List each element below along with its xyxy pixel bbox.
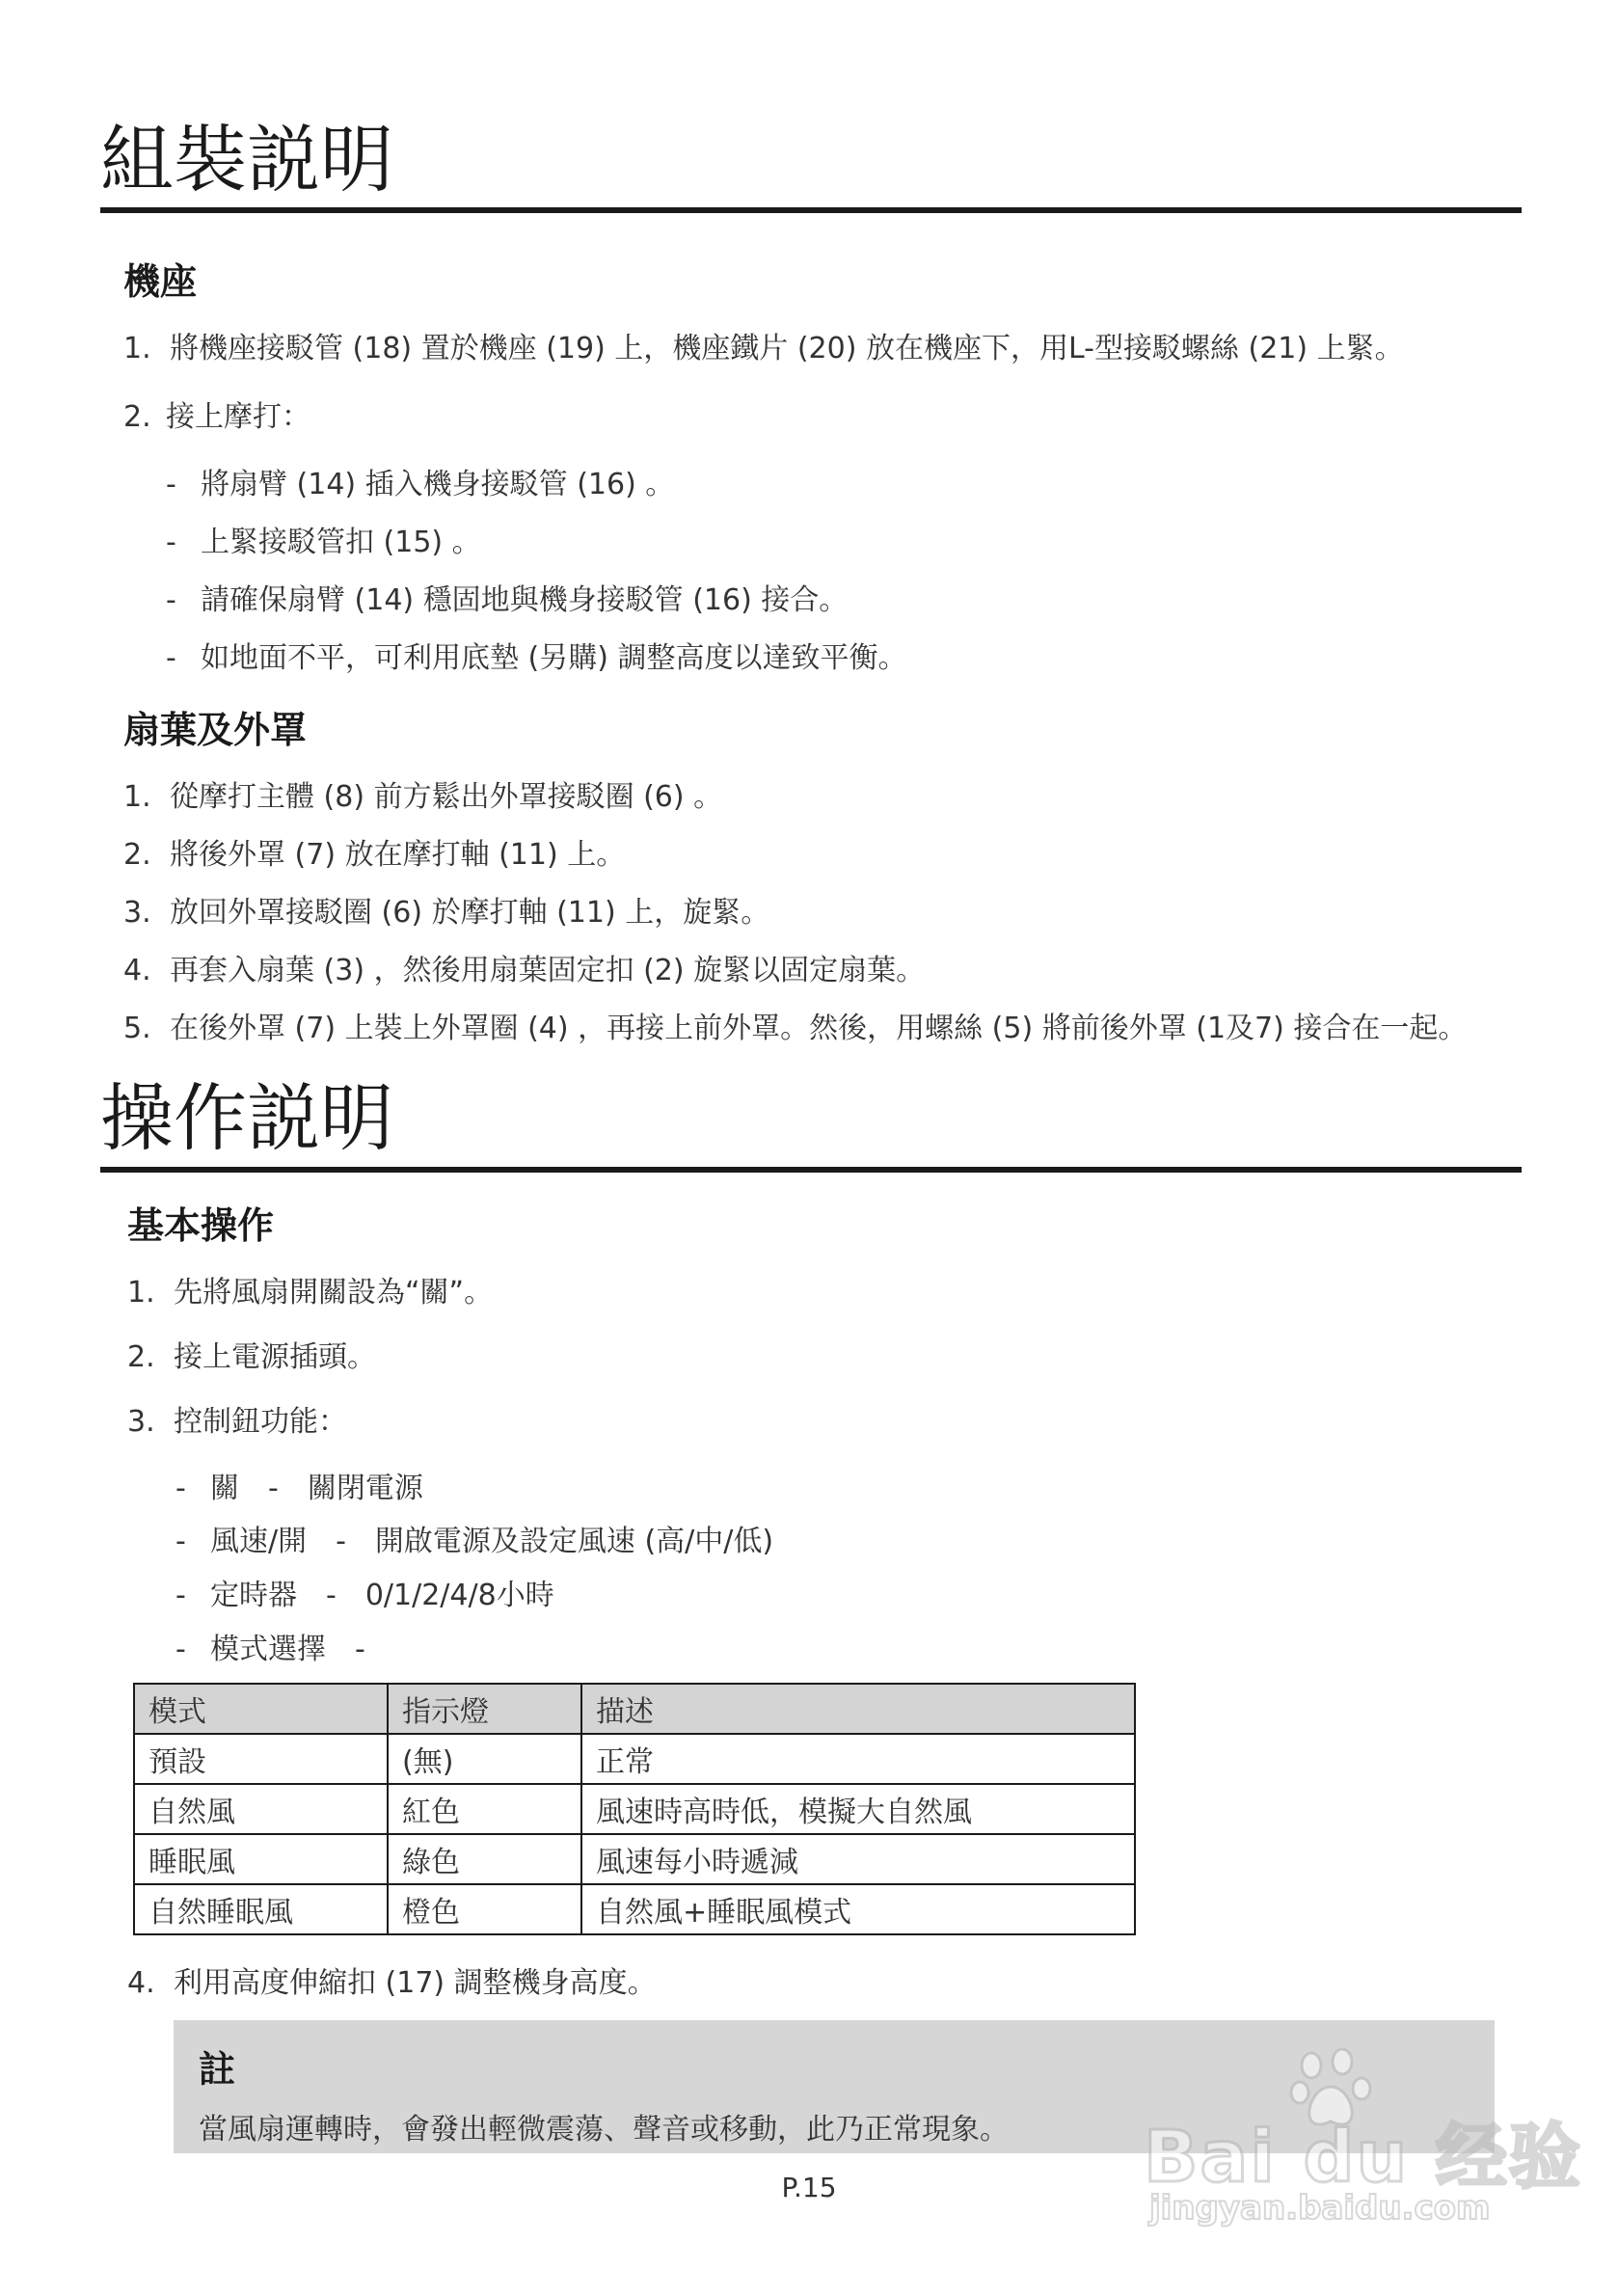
dash-marker: - — [175, 1525, 186, 1558]
cell-mode: 預設 — [134, 1734, 388, 1784]
dash-marker: - — [175, 1579, 186, 1612]
control-text: 關 - 關閉電源 — [210, 1472, 423, 1505]
baidu-watermark — [1144, 2044, 1582, 2237]
cell-description: 風速時高時低，模擬大自然風 — [581, 1784, 1135, 1834]
assembly-title: 組裝説明 — [100, 117, 393, 203]
dash-marker: - — [166, 583, 176, 617]
step-text: 在後外罩 (7) 上裝上外罩圈 (4) ，再接上前外罩。然後，用螺絲 (5) 將前後外罩 (1及7) 接合在一起。 — [170, 1012, 1468, 1045]
basic-step-2 — [127, 1340, 376, 1374]
base-heading: 機座 — [123, 260, 198, 303]
mode-table — [133, 1683, 1136, 1935]
step-text: 再套入扇葉 (3) ，然後用扇葉固定扣 (2) 旋緊以固定扇葉。 — [170, 954, 926, 987]
blades-step-2 — [123, 838, 626, 872]
blades-step-1 — [123, 780, 723, 814]
control-item-mode — [175, 1635, 365, 1664]
base-substep-4 — [166, 641, 907, 675]
basic-step-1 — [127, 1276, 494, 1310]
step-text: 放回外罩接駁圈 (6) 於摩打軸 (11) 上，旋緊。 — [170, 896, 770, 930]
step-text: 利用高度伸縮扣 (17) 調整機身高度。 — [174, 1966, 657, 2000]
operation-title: 操作説明 — [100, 1075, 393, 1161]
control-text: 模式選擇 - — [210, 1633, 365, 1666]
substep-text: 如地面不平，可利用底墊 (另購) 調整高度以達致平衡。 — [201, 641, 907, 675]
cell-description: 風速每小時遞減 — [581, 1834, 1135, 1884]
step-text: 將後外罩 (7) 放在摩打軸 (11) 上。 — [170, 838, 626, 872]
control-item-off — [175, 1474, 423, 1503]
basic-step-3 — [127, 1405, 347, 1439]
step-text: 接上電源插頭。 — [174, 1340, 376, 1374]
step-number: 3. — [123, 896, 151, 930]
base-substep-1 — [166, 468, 675, 501]
dash-marker: - — [166, 526, 176, 559]
step-number: 1. — [123, 332, 151, 365]
cell-mode: 自然風 — [134, 1784, 388, 1834]
header-mode: 模式 — [134, 1684, 388, 1734]
cell-indicator: 綠色 — [388, 1834, 581, 1884]
blades-step-5 — [123, 1014, 1467, 1043]
basic-heading: 基本操作 — [127, 1204, 275, 1247]
step-number: 1. — [123, 780, 151, 814]
page-number: P.15 — [781, 2172, 837, 2203]
assembly-title-rule — [100, 207, 1522, 213]
step-number: 4. — [123, 954, 151, 987]
dash-marker: - — [175, 1472, 186, 1505]
cell-mode: 自然睡眠風 — [134, 1884, 388, 1934]
header-description: 描述 — [581, 1684, 1135, 1734]
base-step-2 — [123, 400, 310, 434]
blades-heading: 扇葉及外罩 — [123, 709, 308, 751]
watermark-brand: Bai du 经验 — [1144, 2116, 1582, 2199]
step-number: 1. — [127, 1276, 155, 1310]
control-text: 風速/開 - 開啟電源及設定風速 (高/中/低) — [210, 1525, 774, 1558]
step-number: 2. — [123, 400, 151, 434]
table-row — [134, 1834, 1135, 1884]
control-item-timer — [175, 1581, 554, 1610]
step-number: 2. — [123, 838, 151, 872]
dash-marker: - — [166, 468, 176, 501]
step-text: 控制鈕功能： — [174, 1405, 347, 1439]
basic-step-4 — [127, 1966, 657, 2000]
step-text: 從摩打主體 (8) 前方鬆出外罩接駁圈 (6) 。 — [170, 780, 723, 814]
note-title: 註 — [199, 2048, 236, 2091]
blades-step-4 — [123, 954, 926, 987]
cell-indicator: 紅色 — [388, 1784, 581, 1834]
substep-text: 將扇臂 (14) 插入機身接駁管 (16) 。 — [201, 468, 675, 501]
base-substep-3 — [166, 583, 849, 617]
step-text: 將機座接駁管 (18) 置於機座 (19) 上，機座鐵片 (20) 放在機座下，用L-型接駁螺絲 (21) 上緊。 — [170, 332, 1404, 365]
dash-marker: - — [175, 1633, 186, 1666]
cell-description: 自然風+睡眠風模式 — [581, 1884, 1135, 1934]
cell-description: 正常 — [581, 1734, 1135, 1784]
header-indicator: 指示燈 — [388, 1684, 581, 1734]
watermark-url: jingyan.baidu.com — [1149, 2189, 1491, 2228]
step-number: 3. — [127, 1405, 155, 1439]
table-row — [134, 1734, 1135, 1784]
cell-mode: 睡眠風 — [134, 1834, 388, 1884]
table-row — [134, 1784, 1135, 1834]
control-item-speed — [175, 1527, 773, 1556]
table-header-row — [134, 1684, 1135, 1734]
control-text: 定時器 - 0/1/2/4/8小時 — [210, 1579, 554, 1612]
dash-marker: - — [166, 641, 176, 675]
table-row — [134, 1884, 1135, 1934]
cell-indicator: (無) — [388, 1734, 581, 1784]
base-substep-2 — [166, 528, 481, 557]
step-text: 接上摩打： — [166, 400, 310, 434]
step-number: 5. — [123, 1012, 151, 1045]
blades-step-3 — [123, 896, 770, 930]
substep-text: 請確保扇臂 (14) 穩固地與機身接駁管 (16) 接合。 — [201, 583, 849, 617]
base-step-1 — [123, 332, 1404, 365]
cell-indicator: 橙色 — [388, 1884, 581, 1934]
step-number: 2. — [127, 1340, 155, 1374]
operation-title-rule — [100, 1167, 1522, 1173]
substep-text: 上緊接駁管扣 (15) 。 — [201, 526, 481, 559]
note-text: 當風扇運轉時，會發出輕微震蕩、聲音或移動，此乃正常現象。 — [199, 2113, 1009, 2147]
step-number: 4. — [127, 1966, 155, 2000]
step-text: 先將風扇開關設為“關”。 — [174, 1276, 494, 1310]
